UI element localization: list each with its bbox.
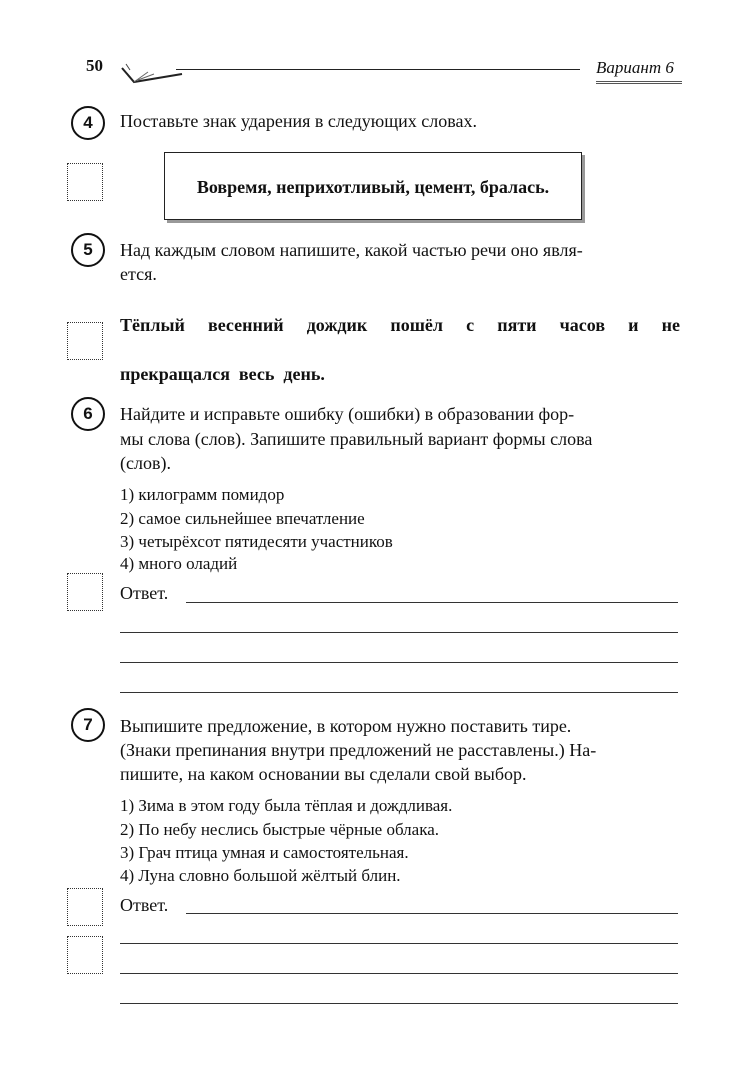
q5-instruction-line2: ется. bbox=[120, 264, 157, 284]
q7-answer-label: Ответ. bbox=[120, 895, 169, 915]
header-rule bbox=[176, 69, 580, 70]
q5-word: и bbox=[628, 315, 639, 335]
q6-answer-label: Ответ. bbox=[120, 583, 169, 603]
question-number-7: 7 bbox=[71, 708, 105, 742]
q5-word: часов bbox=[559, 315, 606, 335]
page-number: 50 bbox=[86, 56, 103, 75]
q5-word: дождик bbox=[306, 315, 368, 335]
variant-label: Вариант 6 bbox=[596, 58, 674, 77]
q7-instruction-line3: пишите, на каком основании вы сделали свой выбор. bbox=[120, 764, 527, 784]
q5-sentence-line1 bbox=[120, 315, 680, 336]
q6-answer-line[interactable] bbox=[120, 662, 678, 663]
q7-score-box[interactable] bbox=[67, 936, 103, 974]
q7-option: 1) Зима в этом году была тёплая и дождливая. bbox=[120, 796, 453, 815]
q6-answer-line[interactable] bbox=[120, 632, 678, 633]
q7-answer-line[interactable] bbox=[186, 913, 678, 914]
q5-word: весенний bbox=[207, 315, 284, 335]
q4-instruction: Поставьте знак ударения в следующих словах. bbox=[120, 111, 477, 131]
q5-instruction-line1: Над каждым словом напишите, какой частью речи оно явля- bbox=[120, 240, 583, 260]
q6-answer-line[interactable] bbox=[186, 602, 678, 603]
q6-score-box[interactable] bbox=[67, 573, 103, 611]
q7-answer-line[interactable] bbox=[120, 943, 678, 944]
q7-option: 2) По небу неслись быстрые чёрные облака. bbox=[120, 820, 440, 839]
q6-option: 1) килограмм помидор bbox=[120, 485, 285, 504]
q6-answer-line[interactable] bbox=[120, 692, 678, 693]
q6-instruction-line3: (слов). bbox=[120, 453, 171, 473]
question-number-4: 4 bbox=[71, 106, 105, 140]
q5-word: пошёл bbox=[390, 315, 444, 335]
q6-instruction-line2: мы слова (слов). Запишите правильный вариант формы слова bbox=[120, 429, 593, 449]
q5-score-box[interactable] bbox=[67, 322, 103, 360]
q5-word: с bbox=[466, 315, 475, 335]
question-number-5: 5 bbox=[71, 233, 105, 267]
pen-icon bbox=[120, 60, 188, 90]
q7-option: 4) Луна словно большой жёлтый блин. bbox=[120, 866, 401, 885]
q6-instruction-line1: Найдите и исправьте ошибку (ошибки) в образовании фор- bbox=[120, 404, 575, 424]
q5-word: не bbox=[661, 315, 680, 335]
q7-answer-line[interactable] bbox=[120, 1003, 678, 1004]
q6-option: 4) много оладий bbox=[120, 554, 238, 573]
q4-score-box[interactable] bbox=[67, 163, 103, 201]
q4-words-box: Вовремя, неприхотливый, цемент, бралась. bbox=[164, 152, 582, 220]
question-number-6: 6 bbox=[71, 397, 105, 431]
q5-sentence-line2: прекращался весь день. bbox=[120, 364, 325, 384]
q5-word: пяти bbox=[497, 315, 537, 335]
q7-instruction-line1: Выпишите предложение, в котором нужно поставить тире. bbox=[120, 716, 572, 736]
q7-score-box[interactable] bbox=[67, 888, 103, 926]
q7-instruction-line2: (Знаки препинания внутри предложений не расставлены.) На- bbox=[120, 740, 597, 760]
q6-option: 3) четырёхсот пятидесяти участников bbox=[120, 532, 393, 551]
q7-answer-line[interactable] bbox=[120, 973, 678, 974]
q5-word: Тёплый bbox=[120, 315, 185, 335]
q7-option: 3) Грач птица умная и самостоятельная. bbox=[120, 843, 409, 862]
variant-underline bbox=[596, 81, 682, 84]
q6-option: 2) самое сильнейшее впечатление bbox=[120, 509, 365, 528]
